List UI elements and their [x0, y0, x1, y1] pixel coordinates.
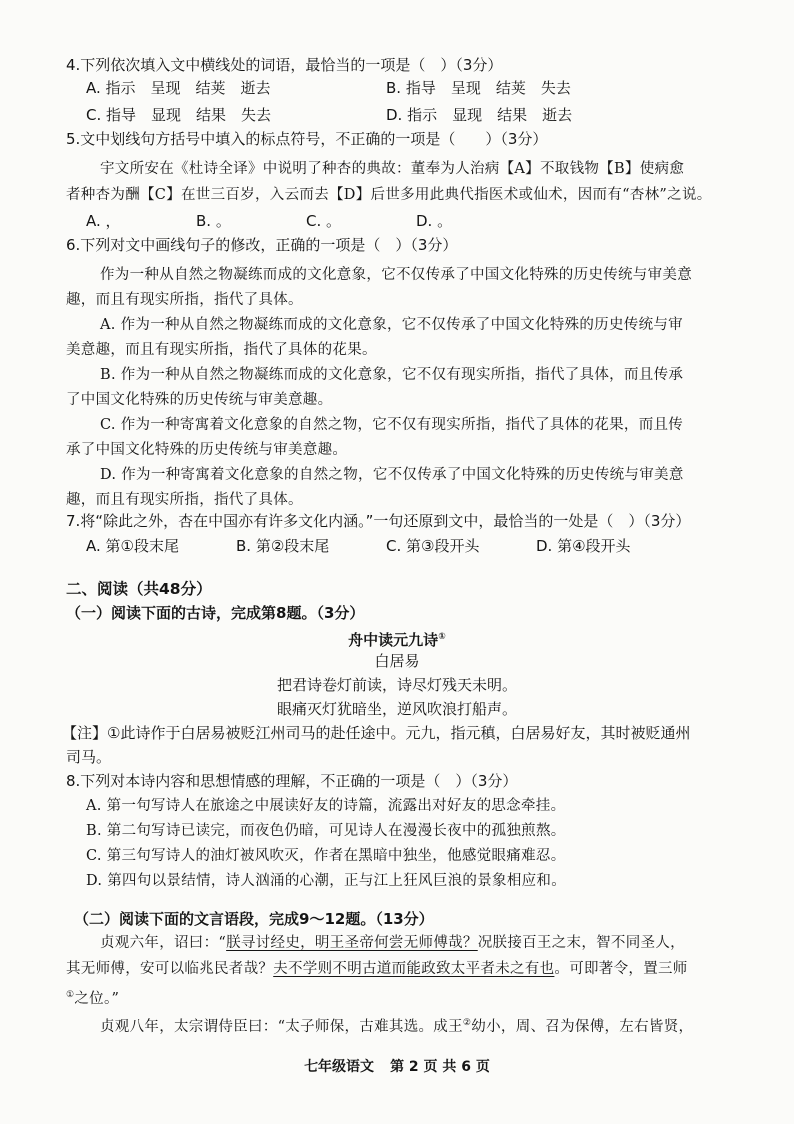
- underlined-sentence-1: 朕寻讨经史，明王圣帝何尝无师傅哉？: [226, 935, 478, 951]
- classical-text-line3: [66, 984, 119, 1010]
- q6-passage-line2: 趣，而且有现实所指，指代了具体。: [66, 292, 303, 308]
- q4-stem: 4.下列依次填入文中横线处的词语，最恰当的一项是（ ）（3分）: [66, 56, 503, 74]
- q8-option-c: C. 第三句写诗人的油灯被风吹灭，作者在黑暗中独坐，他感觉眼痛难忍。: [86, 848, 566, 864]
- q7-option-a: A. 第①段末尾: [86, 537, 179, 555]
- q7-option-d: D. 第④段开头: [536, 537, 631, 555]
- q6-stem: 6.下列对文中画线句子的修改，正确的一项是（ ）（3分）: [66, 236, 458, 254]
- q8-option-a: A. 第一句写诗人在旅途之中展读好友的诗篇，流露出对好友的思念牵挂。: [86, 798, 566, 814]
- q8-stem: 8.下列对本诗内容和思想情感的理解，不正确的一项是（ ）（3分）: [66, 772, 518, 790]
- q5-passage-line2: 者种杏为酬【C】在世三百岁，入云而去【D】后世多用此典代指医术或仙术，因而有“杏林”之说。: [66, 187, 712, 203]
- q5-option-b: B. 。: [196, 212, 231, 230]
- classical-text-l1-end: 况朕接百王之末，智不同圣人，: [477, 935, 685, 951]
- q7-option-c: C. 第③段开头: [386, 537, 480, 555]
- q4-option-d: D. 指示 显现 结果 逝去: [386, 106, 573, 124]
- section-2-title: 二、阅读（共48分）: [66, 580, 212, 598]
- poem-title-footnote: ①: [438, 632, 446, 642]
- q4-option-b: B. 指导 呈现 结荚 失去: [386, 79, 571, 97]
- poem-line-1: 把君诗卷灯前读，诗尽灯残天未明。: [276, 676, 517, 694]
- classical-footnote-1: ①: [66, 990, 75, 1000]
- q5-option-c: C. 。: [306, 212, 342, 230]
- underlined-sentence-2: 夫不学则不明古道而能政致太平者未之有也: [273, 961, 555, 977]
- classical-text-l2-end: 。可即著令，置三师: [554, 961, 688, 977]
- q7-options: [86, 535, 631, 557]
- classical-text-l1-start: 贞观六年，诏曰：“: [100, 935, 227, 951]
- q8-option-d: D. 第四句以景结情，诗人汹涌的心潮，正与江上狂风巨浪的景象相应和。: [86, 873, 567, 889]
- classical-text-line2: [66, 958, 688, 980]
- page-footer: [0, 1056, 794, 1076]
- poem-author: 白居易: [374, 652, 420, 670]
- poem-title-text: 舟中读元九诗: [348, 631, 439, 649]
- poem-line-2: 眼痛灭灯犹暗坐，逆风吹浪打船声。: [276, 700, 517, 718]
- q4-options-row1: [86, 77, 571, 99]
- q5-options: [86, 210, 452, 232]
- part-1-title: （一）阅读下面的古诗，完成第8题。（3分）: [66, 604, 365, 622]
- footer-subject: 七年级语文: [304, 1059, 375, 1075]
- q6-option-c-line2: 承了中国文化特殊的历史传统与审美意趣。: [66, 442, 348, 458]
- q5-stem: 5.文中划线句方括号中填入的标点符号，不正确的一项是（ ）（3分）: [66, 130, 548, 148]
- classical-text-l4-end: 幼小，周、召为保傅，左右皆贤，: [471, 1018, 694, 1035]
- classical-footnote-2: ②: [462, 1018, 472, 1028]
- q6-option-d-line1: D. 作为一种寄寓着文化意象的自然之物，它不仅传承了中国文化特殊的历史传统与审美意: [100, 467, 684, 483]
- q6-option-b-line1: B. 作为一种从自然之物凝练而成的文化意象，它不仅有现实所指，指代了具体，而且传承: [100, 367, 684, 383]
- classical-text-l3: 之位。”: [74, 990, 120, 1007]
- poem-note-line2: 司马。: [66, 748, 112, 766]
- q5-option-a: A. ，: [86, 212, 121, 230]
- q5-passage-line1: 宇文所安在《杜诗全译》中说明了种杏的典故：董奉为人治病【A】不取钱物【B】使病愈: [100, 161, 685, 177]
- classical-text-line1: [100, 932, 685, 954]
- classical-text-line4: [100, 1012, 693, 1038]
- q4-option-c: C. 指导 显现 结果 失去: [86, 106, 272, 124]
- footer-page-number: 第 2 页 共 6 页: [390, 1059, 490, 1075]
- q5-option-d: D. 。: [416, 212, 453, 230]
- q6-passage-line1: 作为一种从自然之物凝练而成的文化意象，它不仅传承了中国文化特殊的历史传统与审美意: [100, 267, 692, 283]
- classical-text-l4-start: 贞观八年，太宗谓侍臣曰：“太子师保，古难其选。成王: [100, 1018, 463, 1035]
- poem-note-line1: 【注】①此诗作于白居易被贬江州司马的赴任途中。元九，指元稹，白居易好友，其时被贬通州: [62, 724, 691, 742]
- q6-option-a-line2: 美意趣，而且有现实所指，指代了具体的花果。: [66, 342, 377, 358]
- poem-title: [0, 626, 794, 651]
- classical-text-l2-start: 其无师傅，安可以临兆民者哉？: [66, 961, 274, 977]
- q8-option-b: B. 第二句写诗已读完，而夜色仍暗，可见诗人在漫漫长夜中的孤独煎熬。: [86, 823, 566, 839]
- q7-stem: 7.将“除此之外，杏在中国亦有许多文化内涵。”一句还原到文中，最恰当的一处是（ ）（3分）: [66, 512, 691, 530]
- q7-option-b: B. 第②段末尾: [236, 537, 330, 555]
- q6-option-d-line2: 趣，而且有现实所指，指代了具体。: [66, 492, 303, 508]
- q4-option-a: A. 指示 呈现 结荚 逝去: [86, 79, 271, 97]
- q6-option-c-line1: C. 作为一种寄寓着文化意象的自然之物，它不仅有现实所指，指代了具体的花果，而且传: [100, 417, 684, 433]
- part-2-title: （二）阅读下面的文言语段，完成9～12题。（13分）: [74, 910, 434, 928]
- q6-option-a-line1: A. 作为一种从自然之物凝练而成的文化意象，它不仅传承了中国文化特殊的历史传统与审: [100, 317, 683, 333]
- q4-options-row2: [86, 104, 572, 126]
- q6-option-b-line2: 了中国文化特殊的历史传统与审美意趣。: [66, 392, 333, 408]
